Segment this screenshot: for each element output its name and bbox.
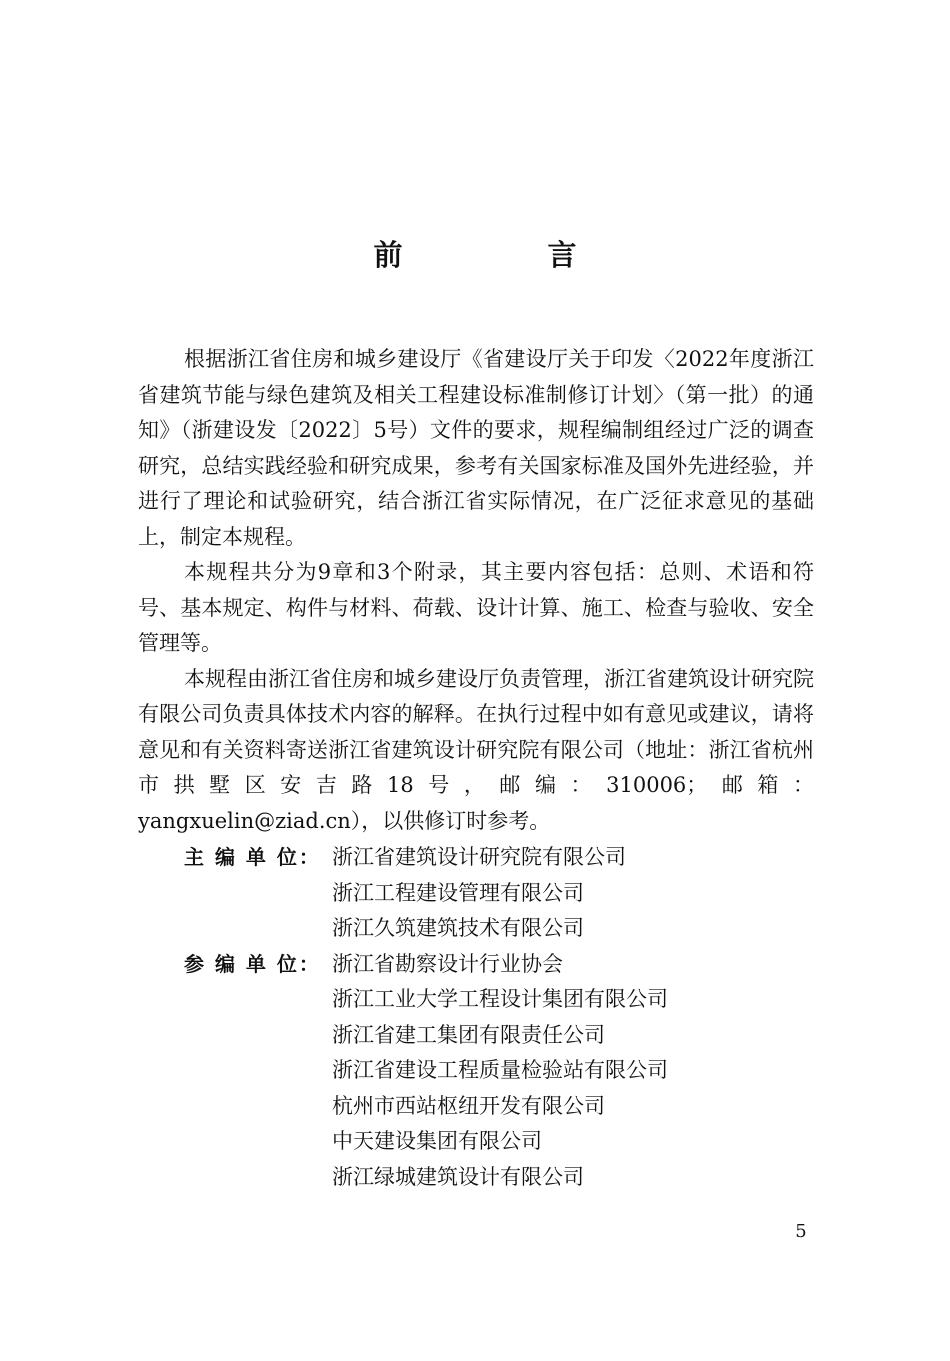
paragraph-basis: 根据浙江省住房和城乡建设厅《省建设厅关于印发〈2022年度浙江省建筑节能与绿色建筑及相关工程建设标准制修订计划〉（第一批）的通知》（浙建设发〔2022〕5号）文件的要求，规程编制组经过广泛的调查研究，总结实践经验和研究成果，参考有关国家标准及国外先进经验，并进行了理论和试验研究，结合浙江省实际情况，在广泛征求意见的基础上，制定本规程。 <box>138 347 814 549</box>
chief-units-label: 主 编 单 位： <box>184 845 321 869</box>
participating-units-group <box>184 947 784 1196</box>
paragraph-contents: 本规程共分为9章和3个附录，其主要内容包括：总则、术语和符号、基本规定、构件与材料、荷载、设计计算、施工、检查与验收、安全管理等。 <box>138 560 814 655</box>
preface-body <box>138 342 814 839</box>
list-item: 浙江省建工集团有限责任公司 <box>332 1022 605 1047</box>
page-title: 前 言 <box>373 238 635 272</box>
list-item: 浙江工业大学工程设计集团有限公司 <box>332 987 668 1011</box>
list-item: 杭州市西站枢纽开发有限公司 <box>332 1093 605 1118</box>
list-item: 中天建设集团有限公司 <box>332 1129 542 1153</box>
editing-units <box>184 840 784 1195</box>
page-number: 5 <box>795 1221 807 1242</box>
list-item: 浙江工程建设管理有限公司 <box>332 880 584 905</box>
list-item: 浙江省勘察设计行业协会 <box>332 951 563 976</box>
participating-units-list <box>332 947 668 1196</box>
list-item: 浙江省建筑设计研究院有限公司 <box>332 845 626 869</box>
list-item: 浙江绿城建筑设计有限公司 <box>332 1164 584 1189</box>
participating-units-label: 参 编 单 位： <box>184 951 321 976</box>
paragraph-management: 本规程由浙江省住房和城乡建设厅负责管理，浙江省建筑设计研究院有限公司负责具体技术内容的解释。在执行过程中如有意见或建议，请将意见和有关资料寄送浙江省建筑设计研究院有限公司（地址：浙江省杭州市拱墅区安吉路18号，邮编：310006；邮箱：yangxuelin@ziad.cn），以供修订时参考。 <box>138 666 814 833</box>
list-item: 浙江久筑建筑技术有限公司 <box>332 916 584 940</box>
chief-units-list <box>332 840 626 947</box>
chief-units-group <box>184 840 784 947</box>
list-item: 浙江省建设工程质量检验站有限公司 <box>332 1058 668 1082</box>
